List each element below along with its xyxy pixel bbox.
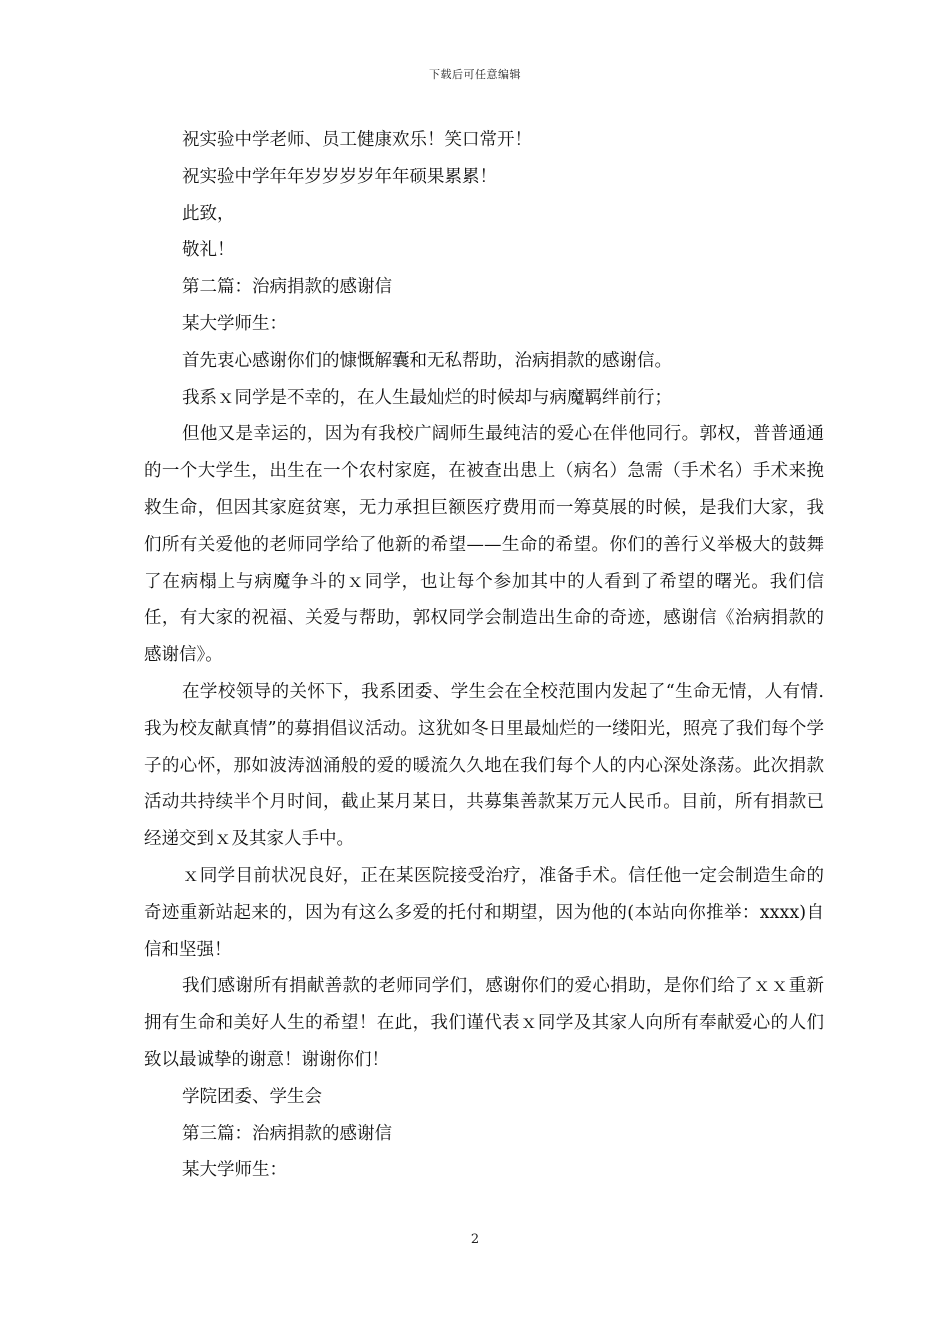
signature: 学院团委、学生会 xyxy=(182,1086,322,1107)
section-heading: 第三篇：治病捐款的感谢信 xyxy=(182,1123,392,1144)
text-line: 祝实验中学年年岁岁岁岁年年硕果累累！ xyxy=(182,166,497,187)
salutation: 某大学师生： xyxy=(182,313,287,334)
page-header: 下载后可任意编辑 xyxy=(429,68,521,81)
salutation: 某大学师生： xyxy=(182,1160,287,1181)
section-heading: 第二篇：治病捐款的感谢信 xyxy=(182,277,392,298)
document-body xyxy=(144,122,824,1189)
page-number: 2 xyxy=(470,1232,480,1247)
text-line: 敬礼！ xyxy=(182,240,235,261)
paragraph: 在学校领导的关怀下，我系团委、学生会在全校范围内发起了“生命无情，人有情.我为校友献真情”的募捐倡议活动。这犹如冬日里最灿烂的一缕阳光，照亮了我们每个学子的心怀，那如波涛汹涌般的爱的暖流久久地在我们每个人的内心深处涤荡。此次捐款活动共持续半个月时间，截止某月某日，共募集善款某万元人民币。目前，所有捐款已经递交到ｘ及其家人手中。 xyxy=(144,681,824,850)
text-line: 祝实验中学老师、员工健康欢乐！笑口常开！ xyxy=(182,130,532,150)
text-line: 首先衷心感谢你们的慷慨解囊和无私帮助，治病捐款的感谢信。 xyxy=(182,350,672,371)
text-line: 我系ｘ同学是不幸的，在人生最灿烂的时候却与病魔羁绊前行； xyxy=(182,387,672,408)
paragraph: 我们感谢所有捐献善款的老师同学们，感谢你们的爱心捐助，是你们给了ｘｘ重新拥有生命和美好人生的希望！在此，我们谨代表ｘ同学及其家人向所有奉献爱心的人们致以最诚挚的谢意！谢谢你们！ xyxy=(144,976,824,1070)
text-line: 此致， xyxy=(182,203,235,224)
paragraph: ｘ同学目前状况良好，正在某医院接受治疗，准备手术。信任他一定会制造生命的奇迹重新站起来的，因为有这么多爱的托付和期望，因为他的(本站向你推举：xxxx)自信和坚强！ xyxy=(144,865,824,960)
paragraph: 但他又是幸运的，因为有我校广阔师生最纯洁的爱心在伴他同行。郭权，普普通通的一个大学生，出生在一个农村家庭，在被查出患上（病名）急需（手术名）手术来挽救生命，但因其家庭贫寒，无力承担巨额医疗费用而一筹莫展的时候，是我们大家，我们所有关爱他的老师同学给了他新的希望——生命的希望。你们的善行义举极大的鼓舞了在病榻上与病魔争斗的ｘ同学，也让每个参加其中的人看到了希望的曙光。我们信任，有大家的祝福、关爱与帮助，郭权同学会制造出生命的奇迹，感谢信《治病捐款的感谢信》。 xyxy=(144,424,824,666)
